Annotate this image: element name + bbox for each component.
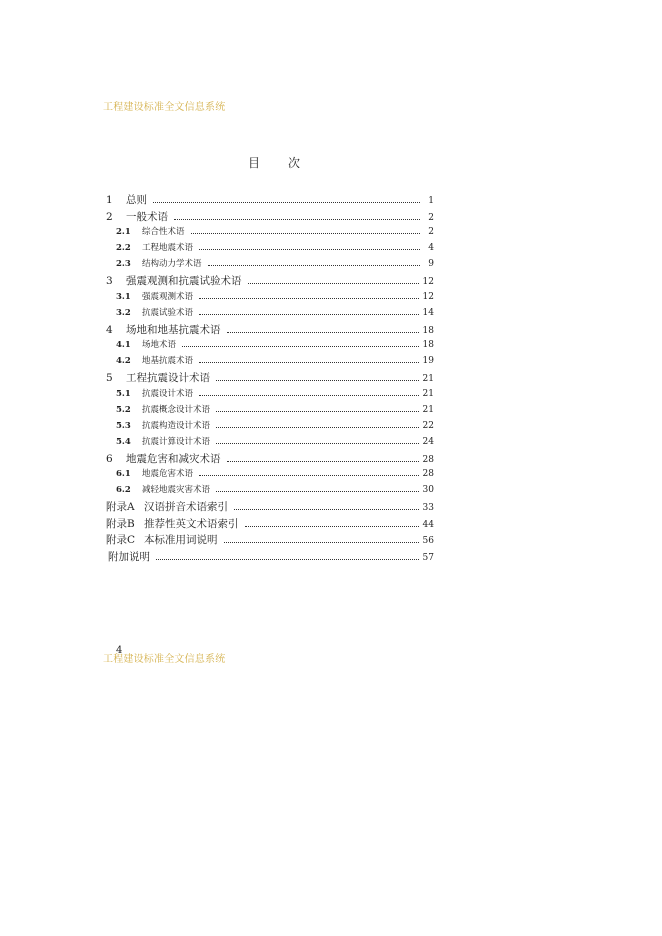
toc-entry-number: 5.4	[116, 436, 131, 447]
toc-entry[interactable]	[106, 549, 434, 566]
toc-entry-page: 44	[422, 519, 434, 530]
toc-entry-page: 22	[422, 420, 434, 431]
toc-subentry[interactable]	[106, 387, 434, 403]
dot-leader	[216, 427, 419, 428]
toc-entry[interactable]	[106, 322, 434, 339]
toc-entry-page: 2	[428, 227, 434, 237]
toc-entry-page: 57	[422, 552, 434, 563]
toc-entry-number: 3.1	[116, 291, 131, 302]
toc-subentry[interactable]	[106, 419, 434, 435]
dot-leader	[216, 380, 419, 381]
toc-entry-number: 6.2	[116, 485, 131, 495]
toc-entry-number: 附录C	[106, 534, 136, 546]
toc-subentry[interactable]	[106, 241, 434, 257]
toc-entry-number: 3.2	[116, 307, 131, 318]
toc-entry-page: 28	[422, 454, 434, 465]
toc-subentry[interactable]	[106, 290, 434, 306]
toc-entry-page: 9	[428, 259, 434, 269]
toc-entry[interactable]	[106, 192, 434, 209]
toc-entry-number: 2.2	[116, 243, 131, 253]
toc-entry-label: 地基抗震术语	[142, 356, 194, 366]
toc-entry-number: 6.1	[116, 469, 131, 479]
toc-entry-number: 2	[106, 210, 113, 223]
dot-leader	[248, 283, 419, 284]
toc-subentry[interactable]	[106, 354, 434, 370]
toc-entry-label: 场地术语	[142, 340, 177, 350]
toc-entry-number: 附录A	[106, 501, 135, 513]
toc-entry-page: 18	[422, 340, 434, 350]
toc-subentry[interactable]	[106, 225, 434, 241]
dot-leader	[199, 362, 419, 363]
toc-entry-page: 1	[428, 196, 434, 206]
toc-entry-label: 抗震试验术语	[142, 307, 194, 318]
toc-title	[248, 154, 300, 171]
dot-leader	[182, 346, 419, 347]
dot-leader	[227, 461, 419, 462]
toc-entry-page: 18	[422, 325, 434, 336]
toc-entry-page: 21	[422, 374, 434, 384]
dot-leader	[199, 298, 419, 299]
dot-leader	[199, 314, 419, 315]
toc-entry-number: 2.3	[116, 259, 131, 269]
toc-entry-label: 综合性术语	[142, 227, 185, 237]
toc-entry[interactable]	[106, 209, 434, 226]
toc-entry-label: 工程地震术语	[142, 243, 194, 253]
toc-entry-label: 地震危害和减灾术语	[126, 452, 221, 465]
toc-entry-number: 3	[106, 275, 113, 287]
dot-leader	[208, 265, 420, 266]
toc-entry[interactable]	[106, 273, 434, 290]
dot-leader	[199, 249, 420, 250]
dot-leader	[174, 219, 420, 220]
toc-entry-number: 5.2	[116, 404, 131, 415]
toc-entry-label: 地震危害术语	[142, 469, 194, 479]
toc-entry-label: 强震观测和抗震试验术语	[126, 275, 242, 287]
toc-entry-page: 19	[422, 356, 434, 366]
toc-subentry[interactable]	[106, 483, 434, 499]
toc-entry-label: 场地和地基抗震术语	[126, 323, 221, 336]
toc-entry-label: 推荐性英文术语索引	[144, 517, 239, 530]
toc-subentry[interactable]	[106, 403, 434, 419]
toc-entry[interactable]	[106, 451, 434, 468]
toc-entry-label: 结构动力学术语	[142, 259, 202, 269]
toc-entry-page: 12	[422, 291, 434, 302]
toc-entry-label: 总则	[126, 194, 147, 206]
toc-entry-label: 减轻地震灾害术语	[142, 485, 211, 495]
toc-entry-page: 21	[422, 388, 434, 399]
toc-entry[interactable]	[106, 499, 434, 516]
toc-subentry[interactable]	[106, 306, 434, 322]
toc-entry-page: 30	[422, 485, 434, 495]
toc-entry-label: 抗震概念设计术语	[142, 404, 211, 415]
watermark-bottom: 工程建设标准全文信息系统	[103, 654, 226, 665]
toc-entry-page: 28	[422, 469, 434, 479]
toc-entry-number: 5.1	[116, 388, 131, 399]
toc-entry-page: 24	[422, 436, 434, 447]
dot-leader	[245, 526, 419, 527]
dot-leader	[199, 395, 419, 396]
dot-leader	[234, 509, 419, 510]
toc-entry-label: 本标准用词说明	[144, 534, 218, 546]
toc-entry-number: 4.1	[116, 340, 131, 350]
toc-entry[interactable]	[106, 370, 434, 387]
toc-entry-number: 附录B	[106, 517, 135, 530]
toc-entry-label: 抗震计算设计术语	[142, 436, 211, 447]
toc-entry-page: 4	[428, 243, 434, 253]
dot-leader	[227, 332, 419, 333]
toc-entry-label: 附加说明	[108, 550, 150, 563]
toc-entry-number: 4	[106, 323, 113, 336]
toc-entry-number: 5.3	[116, 420, 131, 431]
toc-entry-number: 6	[106, 452, 113, 465]
toc-entry-label: 抗震设计术语	[142, 388, 194, 399]
toc-entry-number: 1	[106, 194, 113, 206]
dot-leader	[153, 202, 420, 203]
toc-title-char-2: 次	[288, 156, 301, 170]
toc-entry-label: 工程抗震设计术语	[126, 372, 210, 384]
toc-entry-number: 2.1	[116, 227, 131, 237]
dot-leader	[216, 411, 419, 412]
toc-title-char-1: 目	[248, 156, 261, 170]
dot-leader	[216, 443, 419, 444]
dot-leader	[156, 559, 419, 560]
page-number: 4	[116, 645, 123, 656]
toc-subentry[interactable]	[106, 467, 434, 483]
toc-subentry[interactable]	[106, 257, 434, 273]
toc-entry-label: 强震观测术语	[142, 291, 194, 302]
toc-subentry[interactable]	[106, 435, 434, 451]
toc-entry[interactable]	[106, 516, 434, 533]
toc-entry-label: 抗震构造设计术语	[142, 420, 211, 431]
toc-entry-page: 2	[428, 212, 434, 223]
toc-entry[interactable]	[106, 532, 434, 549]
dot-leader	[224, 542, 419, 543]
table-of-contents	[106, 192, 434, 565]
toc-entry-page: 14	[422, 307, 434, 318]
toc-entry-page: 56	[422, 536, 434, 546]
toc-entry-page: 33	[422, 503, 434, 513]
watermark-top: 工程建设标准全文信息系统	[103, 102, 226, 113]
toc-entry-label: 汉语拼音术语索引	[144, 501, 228, 513]
dot-leader	[191, 233, 420, 234]
dot-leader	[216, 491, 419, 492]
dot-leader	[199, 475, 419, 476]
toc-entry-label: 一般术语	[126, 210, 168, 223]
toc-entry-page: 12	[422, 277, 434, 287]
toc-entry-page: 21	[422, 404, 434, 415]
toc-entry-number: 5	[106, 372, 113, 384]
toc-entry-number: 4.2	[116, 356, 131, 366]
toc-subentry[interactable]	[106, 338, 434, 354]
